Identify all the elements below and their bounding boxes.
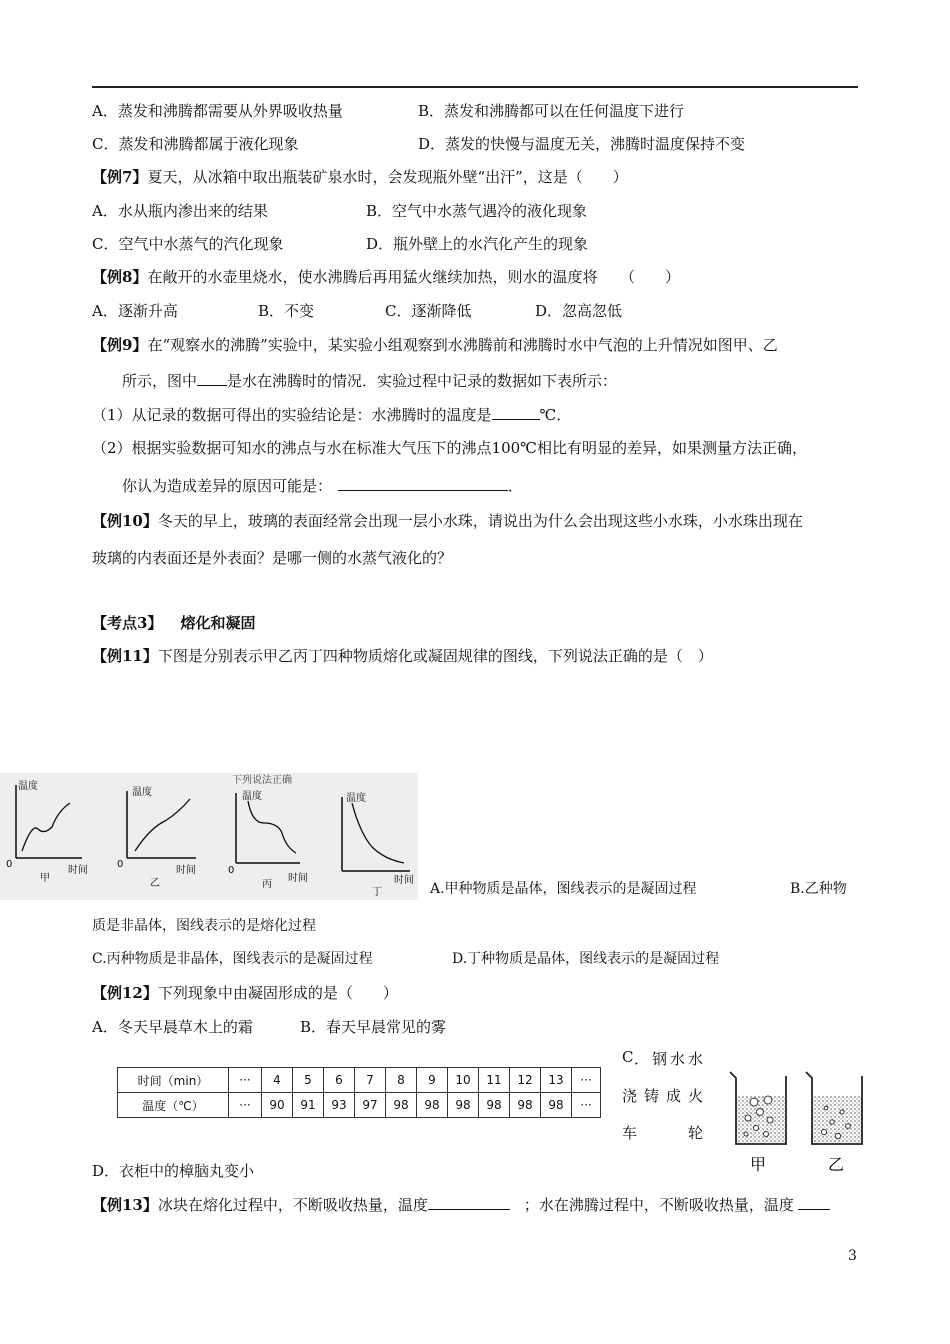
table-row-time — [118, 1068, 601, 1093]
q9-line1: 在“观察水的沸腾”实验中，某实验小组观察到水沸腾前和沸腾时水中气泡的上升情况如图甲、乙 — [147, 336, 778, 354]
section3-title: 熔化和凝固 — [180, 614, 256, 632]
graph-bing-xlabel: 时间 — [288, 873, 308, 884]
q6-option-d: D．蒸发的快慢与温度无关，沸腾时温度保持不变 — [418, 135, 746, 153]
q13-text2: ；水在沸腾过程中，不断吸收热量，温度 — [523, 1196, 794, 1214]
table-cell: 98 — [448, 1093, 479, 1118]
table-cell: 4 — [262, 1068, 293, 1093]
q13-blank-2 — [798, 1209, 830, 1210]
q12-c-char: 水 — [688, 1050, 704, 1068]
q7-option-d: D．瓶外壁上的水汽化产生的现象 — [366, 235, 589, 253]
table-cell: ··· — [572, 1093, 601, 1118]
q12-tag: 【例12】 — [92, 984, 158, 1002]
q11-option-a: A.甲种物质是晶体，图线表示的是凝固过程 — [430, 881, 697, 897]
section3-tag: 【考点3】 — [92, 614, 163, 632]
beakers-figure — [722, 1068, 882, 1178]
q9-stem — [92, 334, 778, 355]
q12-c-char: 钢 — [652, 1050, 668, 1068]
table-cell: 7 — [355, 1068, 386, 1093]
q9-sub2-line2 — [122, 475, 523, 496]
q10-line2: 玻璃的内表面还是外表面？是哪一侧的水蒸气液化的？ — [92, 549, 453, 567]
table-cell: 97 — [355, 1093, 386, 1118]
q9-blank-temp — [492, 419, 540, 420]
q12-option-a: A．冬天早晨草木上的霜 — [92, 1018, 253, 1036]
q12-text: 下列现象中由凝固形成的是（ ） — [157, 984, 398, 1002]
graph-yi-origin: 0 — [117, 859, 124, 870]
table-header-temp: 温度（℃） — [118, 1093, 229, 1118]
q8-option-b: B．不变 — [258, 302, 315, 320]
q8-stem — [92, 266, 680, 287]
table-cell: 6 — [324, 1068, 355, 1093]
table-cell: 5 — [293, 1068, 324, 1093]
beaker-jia — [730, 1072, 786, 1174]
q11-text: 下图是分别表示甲乙丙丁四种物质熔化或凝固规律的图线，下列说法正确的是（ ） — [157, 647, 713, 665]
q9-line2a: 所示，图中 — [122, 372, 198, 390]
q11-stem — [92, 645, 713, 666]
table-cell: 93 — [324, 1093, 355, 1118]
q9-line2b: 是水在沸腾时的情况．实验过程中记录的数据如下表所示： — [227, 372, 618, 390]
table-cell: 8 — [386, 1068, 417, 1093]
graph-jia-ylabel: 温度 — [18, 781, 38, 792]
graph-bing-origin: 0 — [228, 865, 235, 876]
graph-bing-ylabel: 温度 — [242, 791, 262, 802]
graph-ding-ylabel: 温度 — [346, 793, 366, 804]
q12-stem — [92, 982, 398, 1003]
graph-jia-origin: 0 — [6, 859, 13, 870]
q9-blank-figure — [197, 385, 227, 386]
q13-stem — [92, 1194, 830, 1215]
graph-yi-name: 乙 — [150, 878, 160, 889]
q9-sub2-text: 你认为造成差异的原因可能是： — [122, 477, 333, 495]
graph-ding-xlabel: 时间 — [394, 875, 414, 886]
q12-c-char: C — [622, 1048, 634, 1066]
q7-tag: 【例7】 — [92, 168, 148, 186]
q10-line1: 冬天的早上，玻璃的表面经常会出现一层小水珠，请说出为什么会出现这些小水珠，小水珠出现在 — [157, 512, 803, 530]
beaker-yi-label: 乙 — [828, 1155, 845, 1174]
q9-blank-reason — [338, 490, 508, 491]
table-cell: 98 — [510, 1093, 541, 1118]
q8-option-a: A．逐渐升高 — [92, 302, 178, 320]
graph-ding — [342, 791, 414, 898]
table-cell: ··· — [572, 1068, 601, 1093]
q13-blank-1 — [428, 1209, 510, 1210]
q10-stem — [92, 510, 803, 531]
q11-option-b-part2: 质是非晶体，图线表示的是熔化过程 — [92, 918, 316, 934]
q13-text1: 冰块在熔化过程中，不断吸收热量，温度 — [157, 1196, 428, 1214]
q13-tag: 【例13】 — [92, 1196, 158, 1214]
q12-c-char: 火 — [688, 1087, 704, 1105]
q7-option-c: C．空气中水蒸气的汽化现象 — [92, 235, 284, 253]
table-cell: 91 — [293, 1093, 324, 1118]
q9-sub1 — [92, 404, 571, 425]
q7-stem — [92, 166, 628, 187]
page-number: 3 — [848, 1248, 857, 1264]
table-cell: ··· — [229, 1093, 262, 1118]
graph-yi-ylabel: 温度 — [132, 787, 152, 798]
table-row-temp — [118, 1093, 601, 1118]
table-cell: 12 — [510, 1068, 541, 1093]
q11-option-c: C.丙种物质是非晶体，图线表示的是凝固过程 — [92, 951, 373, 967]
scan-top-text: 下列说法正确 — [232, 775, 292, 786]
q7-option-b: B．空气中水蒸气遇冷的液化现象 — [366, 202, 588, 220]
boiling-data-table — [117, 1067, 601, 1118]
q10-tag: 【例10】 — [92, 512, 158, 530]
graph-jia-xlabel: 时间 — [68, 865, 88, 876]
table-cell: ··· — [229, 1068, 262, 1093]
q8-option-d: D．忽高忽低 — [535, 302, 623, 320]
q11-graphs-image — [0, 773, 418, 900]
q9-sub1-text: （1）从记录的数据可得出的实验结论是：水沸腾时的温度是 — [92, 406, 492, 424]
table-cell: 98 — [417, 1093, 448, 1118]
table-cell: 9 — [417, 1068, 448, 1093]
q9-tag: 【例9】 — [92, 336, 148, 354]
header-rule — [92, 86, 858, 88]
q9-sub2-end: ． — [508, 477, 524, 495]
q9-sub2: （2）根据实验数据可知水的沸点与水在标准大气压下的沸点100℃相比有明显的差异，如果测量方法正确， — [92, 439, 807, 457]
beaker-jia-label: 甲 — [750, 1155, 767, 1174]
graph-bing — [228, 789, 308, 890]
section3-heading — [92, 612, 255, 633]
q11-tag: 【例11】 — [92, 647, 158, 665]
q9-line2 — [122, 370, 617, 391]
q6-option-b: B．蒸发和沸腾都可以在任何温度下进行 — [418, 102, 685, 120]
table-cell: 98 — [479, 1093, 510, 1118]
q7-option-a: A．水从瓶内渗出来的结果 — [92, 202, 268, 220]
q12-c-char: 铸 — [644, 1087, 660, 1105]
q6-option-a: A．蒸发和沸腾都需要从外界吸收热量 — [92, 102, 343, 120]
q12-c-char: 车 — [622, 1124, 638, 1142]
table-cell: 10 — [448, 1068, 479, 1093]
table-header-time: 时间（min） — [118, 1068, 229, 1093]
q8-text: 在敞开的水壶里烧水，使水沸腾后再用猛火继续加热，则水的温度将 （ ） — [147, 268, 680, 286]
graph-ding-name: 丁 — [372, 887, 382, 898]
q12-c-char: ． — [634, 1050, 650, 1068]
q6-option-c: C．蒸发和沸腾都属于液化现象 — [92, 135, 299, 153]
q12-c-char: 轮 — [688, 1124, 704, 1142]
q12-c-char: 浇 — [622, 1087, 638, 1105]
q8-option-c: C．逐渐降低 — [385, 302, 472, 320]
table-cell: 98 — [386, 1093, 417, 1118]
q12-option-b: B．春天早晨常见的雾 — [300, 1018, 447, 1036]
table-cell: 90 — [262, 1093, 293, 1118]
q11-option-d: D.丁种物质是晶体，图线表示的是凝固过程 — [452, 951, 720, 967]
graph-yi — [117, 785, 196, 889]
q7-text: 夏天，从冰箱中取出瓶装矿泉水时，会发现瓶外壁“出汗”，这是（ ） — [147, 168, 628, 186]
graph-yi-xlabel: 时间 — [176, 865, 196, 876]
table-cell: 13 — [541, 1068, 572, 1093]
q12-option-d: D．衣柜中的樟脑丸变小 — [92, 1162, 255, 1180]
beaker-yi — [806, 1072, 862, 1174]
q9-sub1-unit: ℃． — [539, 406, 572, 424]
graph-jia-name: 甲 — [40, 873, 50, 884]
q11-option-b-part1: B.乙种物 — [790, 881, 847, 897]
q12-c-char: 成 — [666, 1087, 682, 1105]
q8-tag: 【例8】 — [92, 268, 148, 286]
q12-c-char: 水 — [670, 1050, 686, 1068]
table-cell: 11 — [479, 1068, 510, 1093]
graph-jia — [6, 779, 88, 884]
table-cell: 98 — [541, 1093, 572, 1118]
graph-bing-name: 丙 — [262, 879, 272, 890]
